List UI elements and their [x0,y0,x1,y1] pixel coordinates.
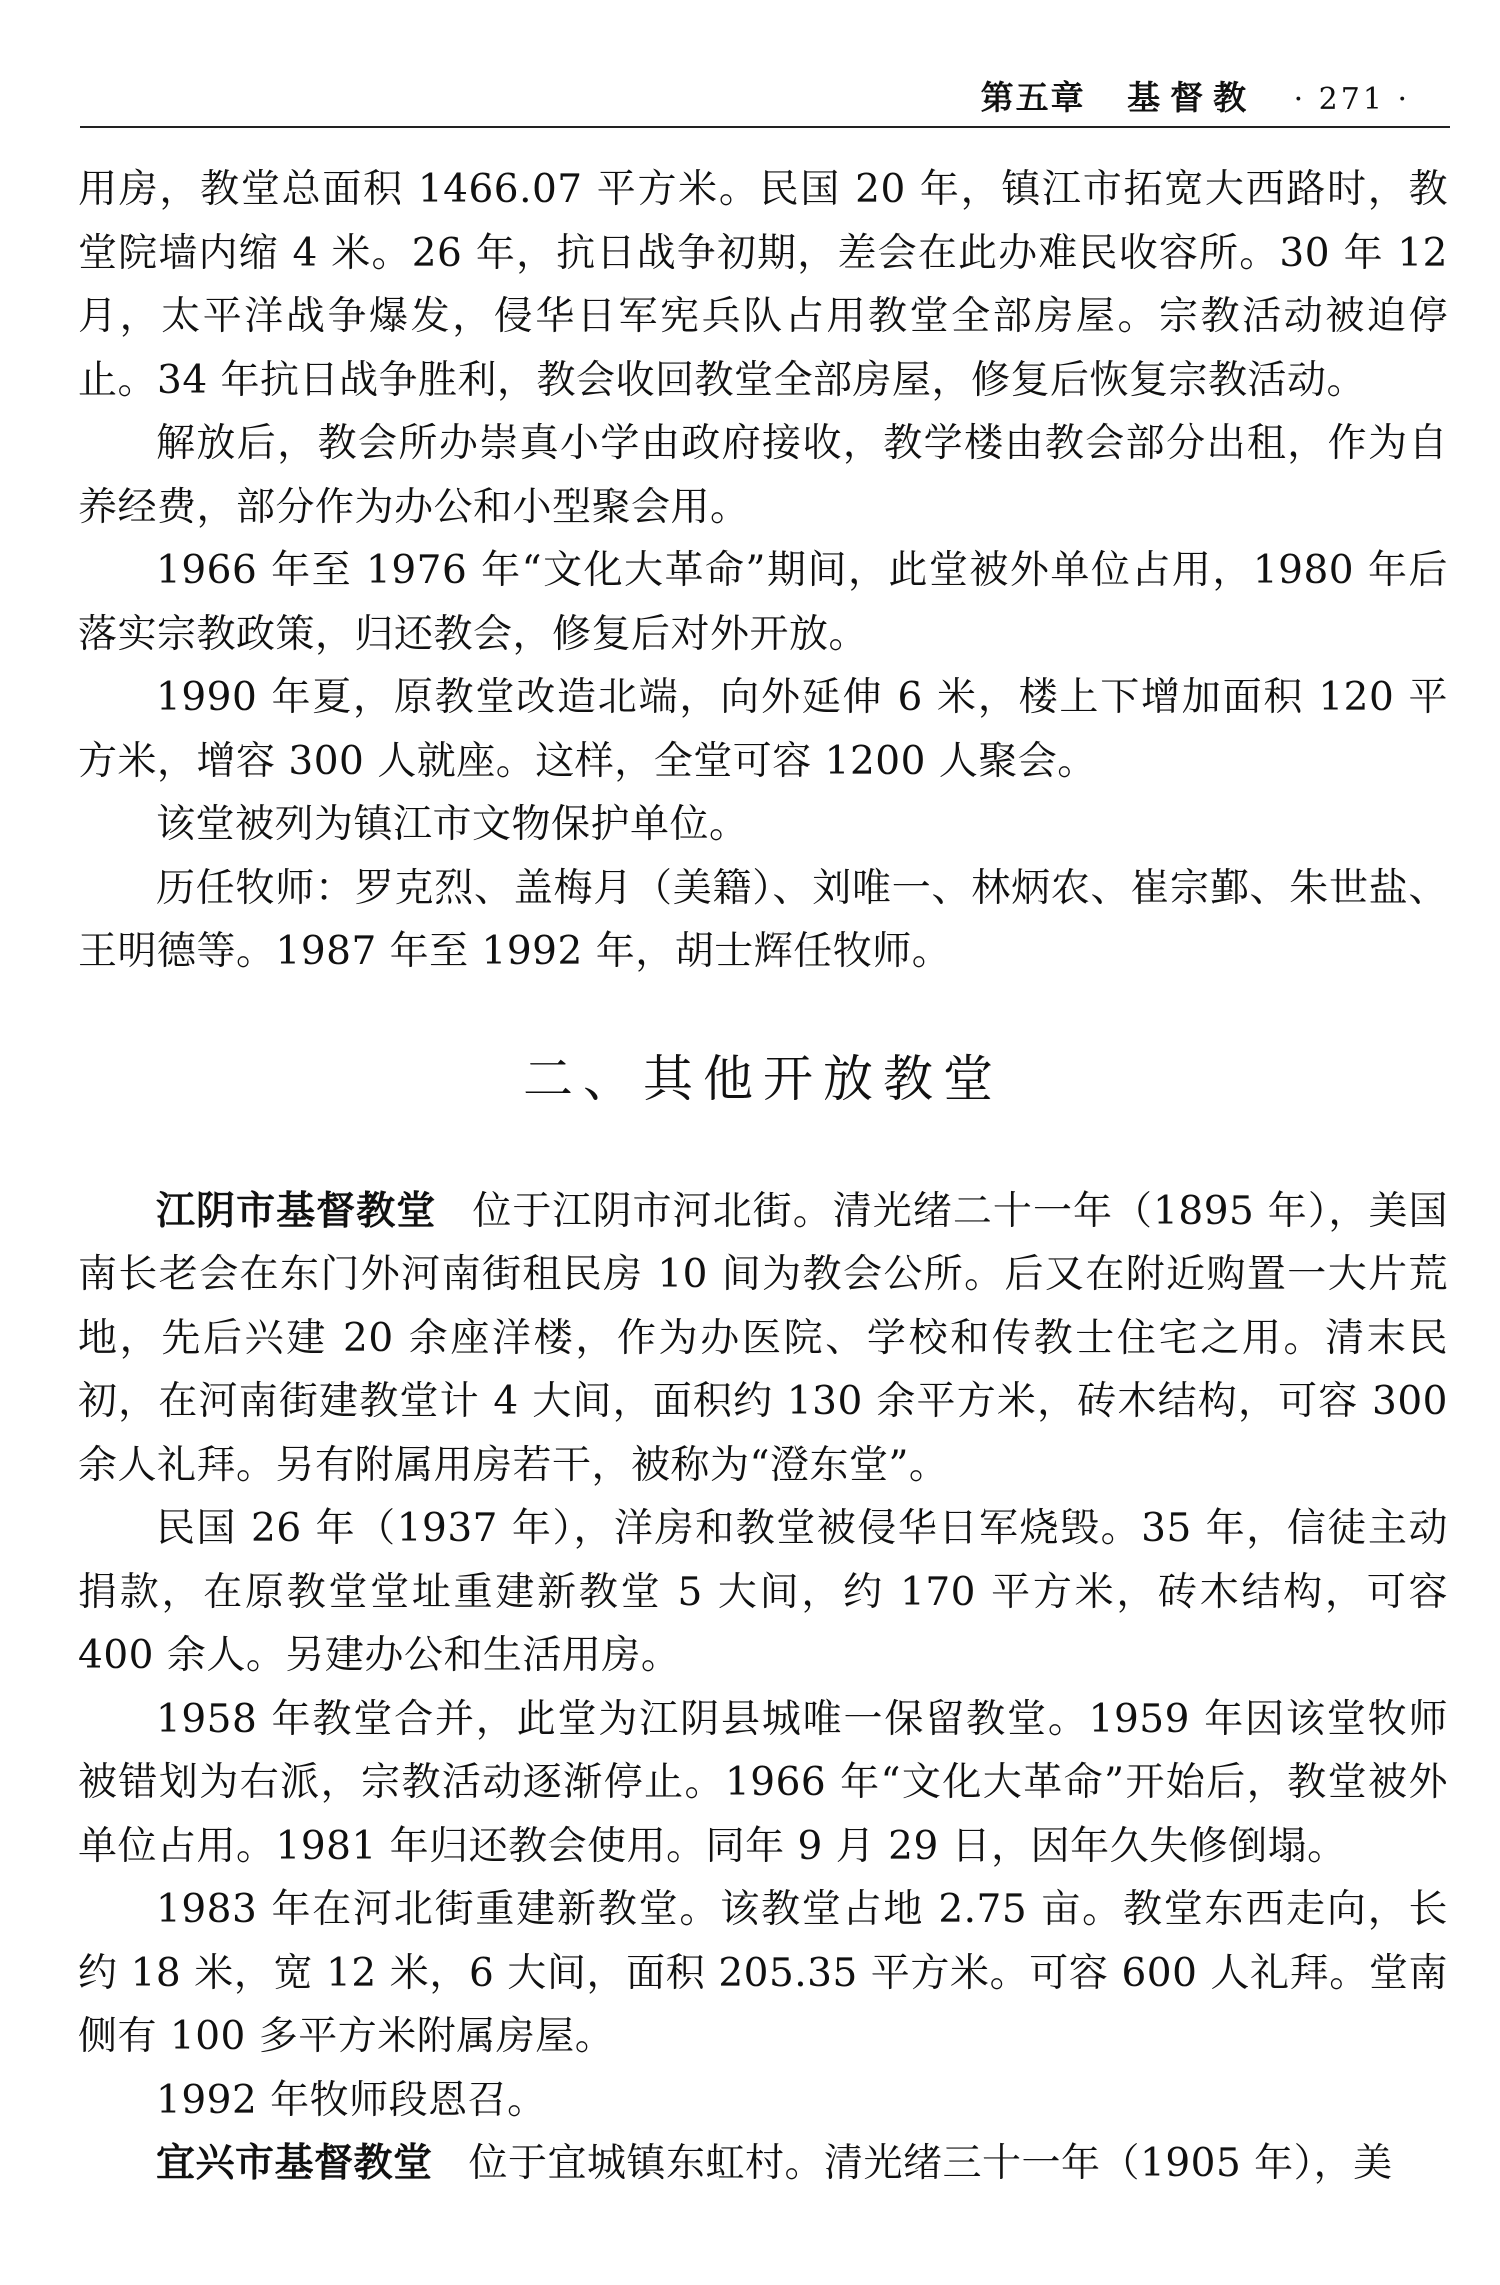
paragraph: 解放后，教会所办崇真小学由政府接收，教学楼由教会部分出租，作为自养经费，部分作为办公和小型聚会用。 [78,421,1448,530]
entry-intro: 位于江阴市河北街。清光绪二十一年（1895 年），美国南长老会在东门外河南街租民房 10 间为教会公所。后又在附近购置一大片荒地，先后兴建 20 余座洋楼，作为办医院、学校和传教士住宅之用。清末民初，在河南街建教堂计 4 大间，面积约 130 余平方米，砖木结构，可容 300 余人礼拜。另有附属用房若干，被称为“澄东堂”。 [78,1188,1448,1488]
paragraph: 1958 年教堂合并，此堂为江阴县城唯一保留教堂。1959 年因该堂牧师被错划为右派，宗教活动逐渐停止。1966 年“文化大革命”开始后，教堂被外单位占用。1981 年归还教会使用。同年 9 月 29 日，因年久失修倒塌。 [78,1696,1448,1869]
paragraph: 1966 年至 1976 年“文化大革命”期间，此堂被外单位占用，1980 年后落实宗教政策，归还教会，修复后对外开放。 [78,548,1448,657]
running-header [80,68,1450,128]
entry-name-jiangyin: 江阴市基督教堂 [156,1188,437,1234]
paragraph: 用房，教堂总面积 1466.07 平方米。民国 20 年，镇江市拓宽大西路时，教堂院墙内缩 4 米。26 年，抗日战争初期，差会在此办难民收容所。30 年 12 月，太平洋战争爆发，侵华日军宪兵队占用教堂全部房屋。宗教活动被迫停止。34 年抗日战争胜利，教会收回教堂全部房屋，修复后恢复宗教活动。 [78,167,1448,403]
paragraph: 该堂被列为镇江市文物保护单位。 [156,802,749,847]
section-label: 基督教 [1127,78,1257,117]
page-body [78,158,1448,2196]
entry-intro: 位于宜城镇东虹村。清光绪三十一年（1905 年），美 [468,2141,1393,2186]
paragraph: 民国 26 年（1937 年），洋房和教堂被侵华日军烧毁。35 年，信徒主动捐款，在原教堂堂址重建新教堂 5 大间，约 170 平方米，砖木结构，可容 400 余人。另建办公和生活用房。 [78,1506,1448,1678]
paragraph: 1992 年牧师段恩召。 [156,2077,547,2123]
header-rule [80,126,1450,128]
header-text [981,72,1410,119]
chapter-label: 第五章 [980,78,1086,117]
page-number: · 271 · [1293,82,1410,117]
paragraph: 1990 年夏，原教堂改造北端，向外延伸 6 米，楼上下增加面积 120 平方米，增容 300 人就座。这样，全堂可容 1200 人聚会。 [78,675,1448,784]
entry-paragraph [78,2132,1448,2196]
entry-name-yixing: 宜兴市基督教堂 [156,2141,433,2186]
paragraph: 1983 年在河北街重建新教堂。该教堂占地 2.75 亩。教堂东西走向，长约 18 米，宽 12 米，6 大间，面积 205.35 平方米。可容 600 人礼拜。堂南侧有 100 多平方米附属房屋。 [78,1887,1448,2059]
section-heading: 二、其他开放教堂 [523,1049,1003,1108]
paragraph: 历任牧师：罗克烈、盖梅月（美籍）、刘唯一、林炳农、崔宗鄞、朱世盐、王明德等。1987 年至 1992 年，胡士辉任牧师。 [78,865,1448,974]
entry-paragraph [78,1180,1448,1498]
